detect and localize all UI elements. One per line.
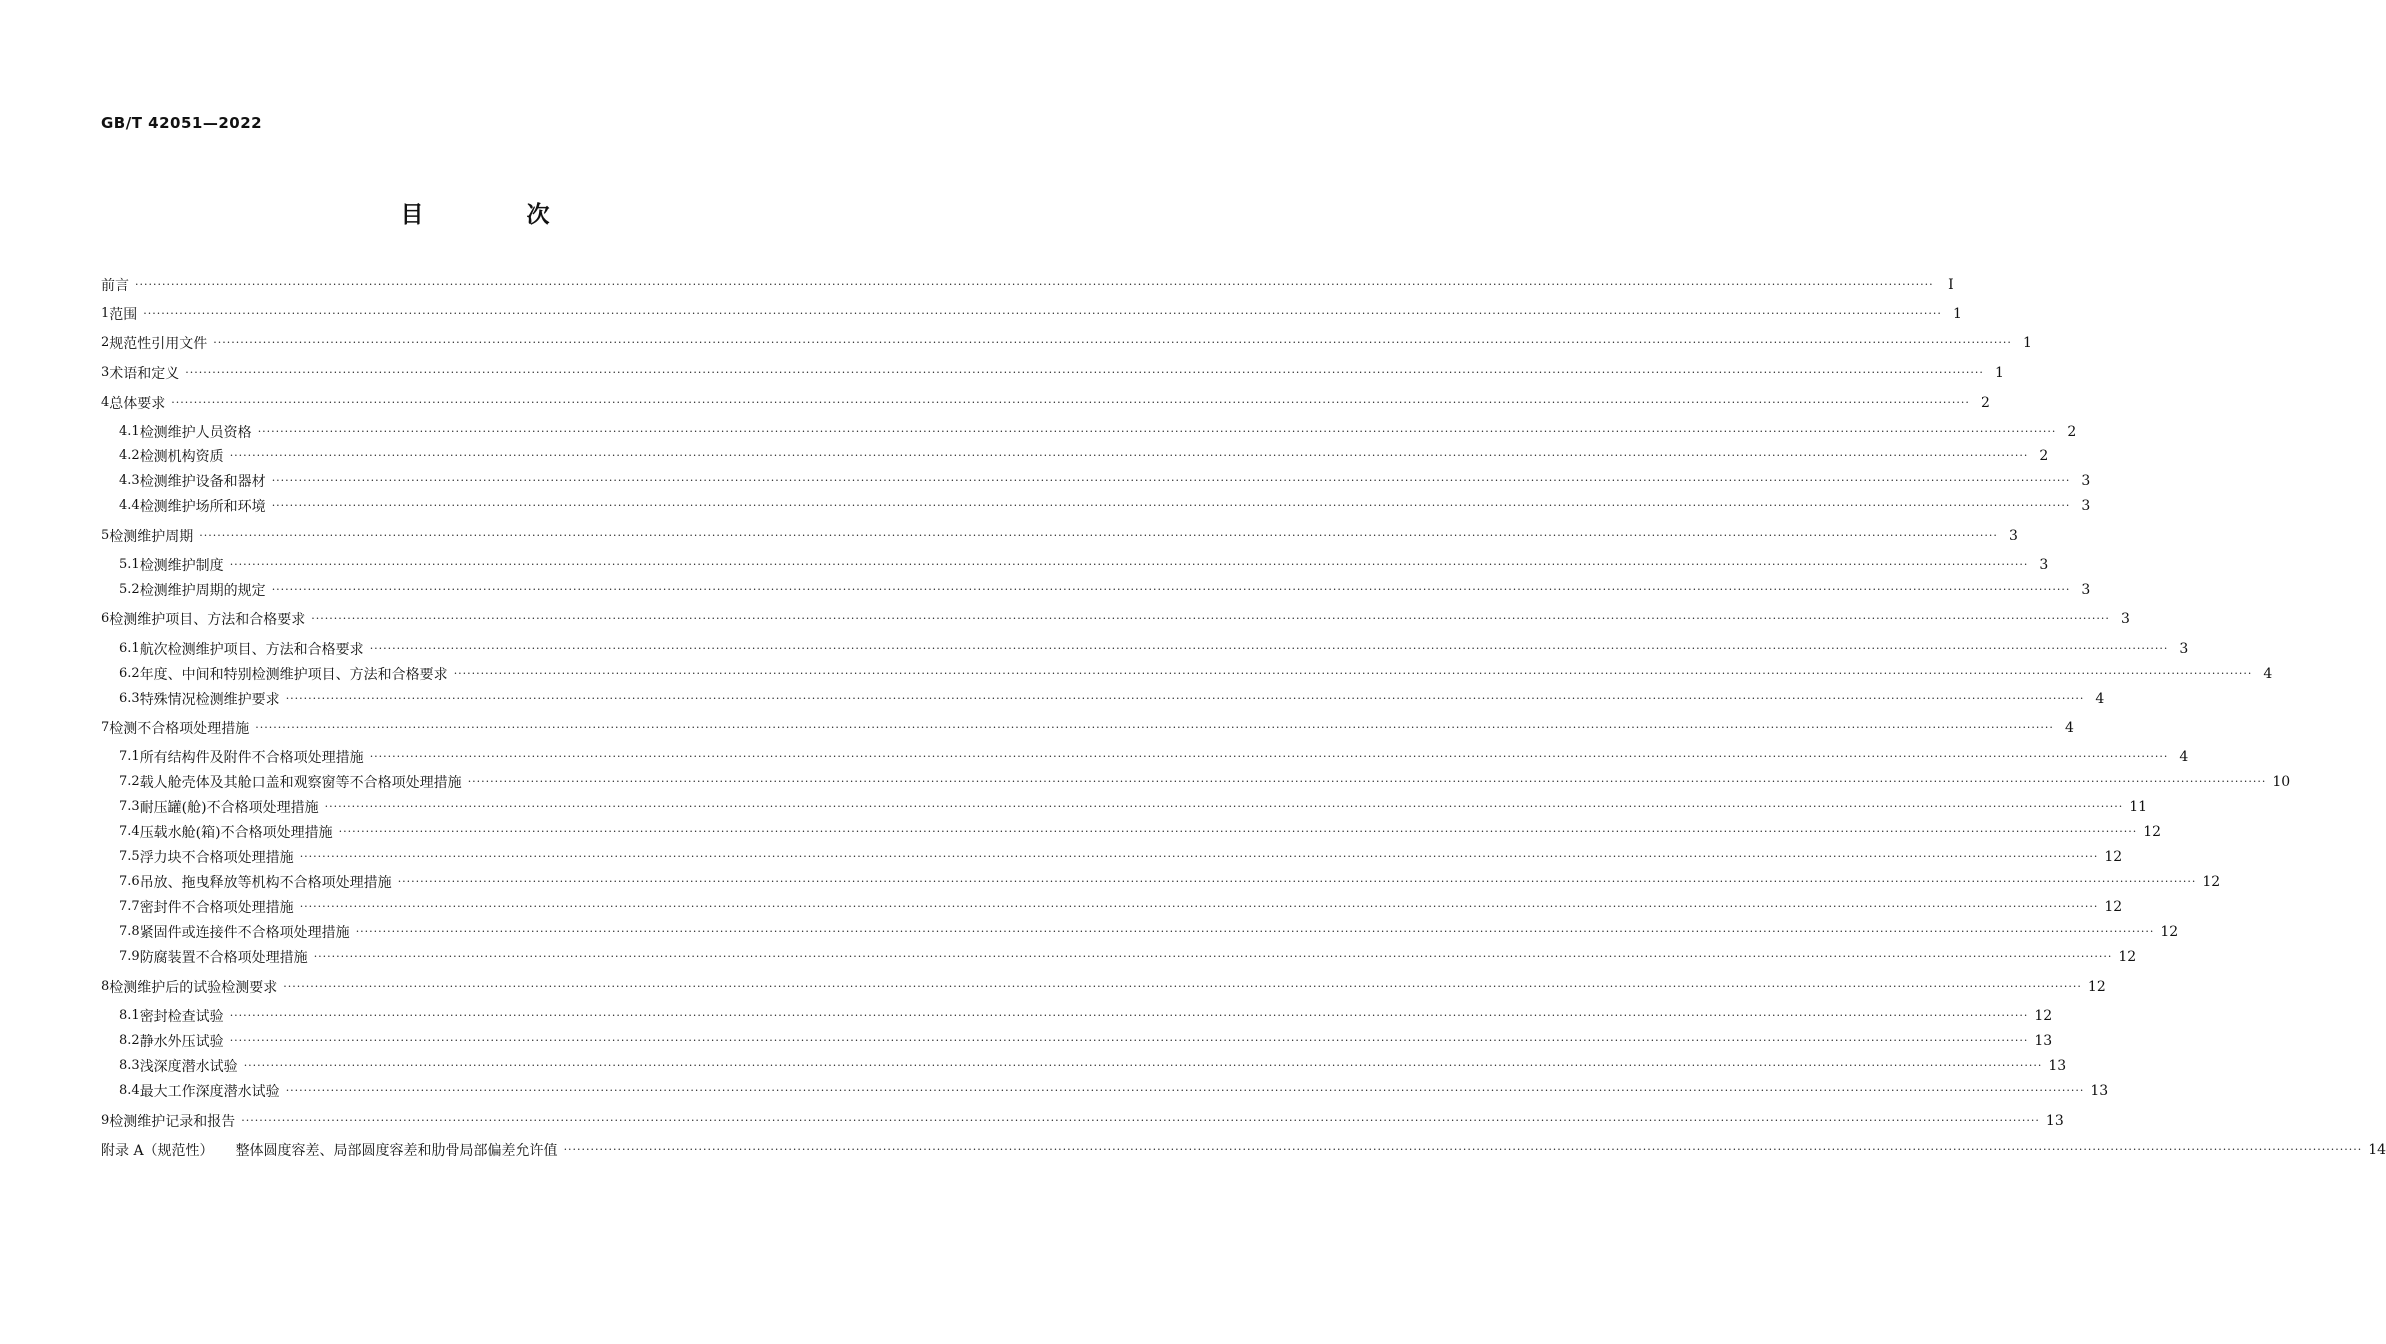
toc-entry-number: 5.1 <box>119 557 140 572</box>
toc-entry[interactable] <box>101 1053 2067 1078</box>
toc-entry-label: 整体圆度容差、局部圆度容差和肋骨局部偏差允许值 <box>235 1142 558 1159</box>
toc-leader-dots: ················································································································································································································································································································································································································ <box>143 307 1942 320</box>
toc-entry-page: 2 <box>2067 423 2077 440</box>
toc-entry-number: 6.1 <box>119 641 140 656</box>
toc-entry-page: 2 <box>1981 394 1990 411</box>
toc-leader-dots: ················································································································································································································································································································································································································ <box>229 558 2029 571</box>
toc-entry[interactable] <box>101 636 2189 661</box>
toc-leader-dots: ················································································································································································································································································································································································································ <box>271 499 2071 512</box>
toc-entry-page: 1 <box>1995 364 2004 381</box>
toc-entry-page: 12 <box>2143 823 2162 840</box>
toc-leader-dots: ················································································································································································································································································································································································································ <box>285 692 2085 705</box>
toc-leader-dots: ················································································································································································································································································································································································································ <box>257 425 2057 438</box>
toc-entry-label: 检测机构资质 <box>139 448 224 465</box>
toc-entry-number: 1 <box>101 306 110 321</box>
toc-entry-page: 2 <box>2039 447 2049 464</box>
toc-leader-dots: ················································································································································································································································································································································································································ <box>271 583 2071 596</box>
toc-entry-label: 术语和定义 <box>109 365 180 382</box>
toc-entry-page: 1 <box>2023 334 2032 351</box>
toc-leader-dots: ················································································································································································································································································································································································································ <box>135 278 1934 291</box>
toc-entry-page: 13 <box>2034 1032 2053 1049</box>
toc-leader-dots: ················································································································································································································································································································································································································ <box>255 721 2054 734</box>
toc-entry[interactable] <box>101 360 2004 385</box>
toc-entry-page: 10 <box>2272 773 2291 790</box>
toc-leader-dots: ················································································································································································································································································································································································································ <box>185 366 1984 379</box>
toc-leader-dots: ················································································································································································································································································································································································································ <box>243 1059 2043 1072</box>
toc-leader-dots: ················································································································································································································································································································································································································ <box>467 775 2267 788</box>
toc-entry-label: 压载水舱(箱)不合格项处理措施 <box>139 824 333 841</box>
toc-entry[interactable] <box>101 330 2032 355</box>
toc-entry-label: 检测不合格项处理措施 <box>109 720 250 737</box>
toc-entry-label: 载人舱壳体及其舱口盖和观察窗等不合格项处理措施 <box>139 774 462 791</box>
toc-entry-number: 4.4 <box>119 498 140 513</box>
toc-entry-label: 检测维护后的试验检测要求 <box>109 979 278 996</box>
toc-leader-dots: ················································································································································································································································································································································································································ <box>171 396 1970 409</box>
toc-entry[interactable] <box>101 301 1962 326</box>
toc-entry-label: 紧固件或连接件不合格项处理措施 <box>139 924 350 941</box>
toc-entry[interactable] <box>101 744 2189 769</box>
toc-entry[interactable] <box>101 552 2049 577</box>
toc-entry-number: 7.7 <box>119 899 140 914</box>
toc-entry[interactable] <box>101 769 2291 794</box>
toc-leader-dots: ················································································································································································································································································································································································································ <box>229 449 2029 462</box>
toc-leader-dots: ················································································································································································································································································································································································································ <box>311 612 2110 625</box>
toc-entry[interactable] <box>101 869 2221 894</box>
toc-entry-page: 12 <box>2118 948 2137 965</box>
toc-entry-page: 3 <box>2179 640 2189 657</box>
toc-entry-label: 范围 <box>109 306 138 323</box>
toc-entry-page: 1 <box>1953 305 1962 322</box>
toc-leader-dots: ················································································································································································································································································································································································································ <box>229 1034 2029 1047</box>
toc-entry-page: 3 <box>2039 556 2049 573</box>
toc-entry-number: 2 <box>101 335 110 350</box>
toc-entry-label: 年度、中间和特别检测维护项目、方法和合格要求 <box>139 666 448 683</box>
toc-leader-dots: ················································································································································································································································································································································································································ <box>285 1084 2085 1097</box>
toc-entry-number: 4.2 <box>119 448 140 463</box>
toc-entry-page: 11 <box>2129 798 2148 815</box>
toc-entry-page: 14 <box>2368 1141 2386 1158</box>
toc-entry[interactable] <box>101 794 2148 819</box>
toc-entry-page: 3 <box>2081 472 2091 489</box>
toc-entry-number: 7.2 <box>119 774 140 789</box>
toc-entry-label: 密封检查试验 <box>139 1008 224 1025</box>
toc-entry[interactable] <box>101 974 2106 999</box>
toc-entry-label: 最大工作深度潜水试验 <box>139 1083 280 1100</box>
toc-entry-number: 6 <box>101 611 110 626</box>
toc-entry[interactable] <box>101 606 2130 631</box>
toc-leader-dots: ················································································································································································································································································································································································································ <box>338 825 2138 838</box>
toc-entry-page: 4 <box>2095 690 2105 707</box>
toc-entry[interactable] <box>101 819 2162 844</box>
toc-entry[interactable] <box>101 661 2273 686</box>
toc-entry-number: 6.3 <box>119 691 140 706</box>
toc-entry[interactable] <box>101 493 2091 518</box>
toc-entry-page: 12 <box>2087 978 2106 995</box>
toc-entry-page: 3 <box>2081 497 2091 514</box>
toc-entry[interactable] <box>101 894 2123 919</box>
standard-code: GB/T 42051—2022 <box>101 114 263 132</box>
toc-entry-page: Ⅰ <box>1948 276 1954 293</box>
toc-entry-label: 前言 <box>101 277 129 294</box>
toc-entry-page: 13 <box>2090 1082 2109 1099</box>
toc-entry-page: 13 <box>2048 1057 2067 1074</box>
toc-entry-number: 5.2 <box>119 582 140 597</box>
toc-leader-dots: ················································································································································································································································································································································································································ <box>324 800 2124 813</box>
toc-leader-dots: ················································································································································································································································································································································································································ <box>283 980 2082 993</box>
toc-entry-number: 4.1 <box>119 424 140 439</box>
toc-leader-dots: ················································································································································································································································································································································································································ <box>369 642 2169 655</box>
toc-entry-page: 3 <box>2121 610 2130 627</box>
toc-entry-number: 6.2 <box>119 666 140 681</box>
toc-entry-label: 静水外压试验 <box>139 1033 224 1050</box>
toc-entry-label: 检测维护制度 <box>139 557 224 574</box>
toc-entry[interactable] <box>101 1003 2053 1028</box>
toc-entry[interactable] <box>101 468 2091 493</box>
toc-leader-dots: ················································································································································································································································································································································································································ <box>397 875 2197 888</box>
toc-entry-number: 8.2 <box>119 1033 140 1048</box>
toc-entry-label: 所有结构件及附件不合格项处理措施 <box>139 749 364 766</box>
toc-entry-page: 4 <box>2179 748 2189 765</box>
toc-entry-page: 13 <box>2045 1112 2064 1129</box>
toc-entry-number: 7.1 <box>119 749 140 764</box>
page-title: 目 次 <box>400 202 590 228</box>
toc-entry-label: 总体要求 <box>109 395 166 412</box>
toc-leader-dots: ················································································································································································································································································································································································································ <box>453 667 2253 680</box>
toc-entry-label: 检测维护项目、方法和合格要求 <box>109 611 306 628</box>
toc-entry-number: 5 <box>101 528 110 543</box>
toc-entry-label: 吊放、拖曳释放等机构不合格项处理措施 <box>139 874 392 891</box>
toc-entry-label: 检测维护周期的规定 <box>139 582 266 599</box>
toc-entry[interactable] <box>101 944 2137 969</box>
toc-entry[interactable] <box>101 390 1990 415</box>
toc-entry-label: 检测维护设备和器材 <box>139 473 266 490</box>
toc-entry-page: 12 <box>2104 898 2123 915</box>
toc-leader-dots: ················································································································································································································································································································································································································ <box>241 1114 2040 1127</box>
toc-entry-page: 4 <box>2263 665 2273 682</box>
toc-entry-number: 7.4 <box>119 824 140 839</box>
toc-entry[interactable] <box>101 419 2077 444</box>
toc-entry-label: 耐压罐(舱)不合格项处理措施 <box>139 799 319 816</box>
toc-entry-label: 防腐装置不合格项处理措施 <box>139 949 308 966</box>
toc-entry-page: 3 <box>2081 581 2091 598</box>
toc-entry-number: 9 <box>101 1113 110 1128</box>
toc-entry-number: 附录 A（规范性） <box>101 1142 214 1159</box>
toc-entry-number: 8.1 <box>119 1008 140 1023</box>
toc-entry[interactable] <box>101 577 2091 602</box>
toc-entry-page: 4 <box>2065 719 2074 736</box>
toc-entry[interactable] <box>101 919 2179 944</box>
toc-entry[interactable] <box>101 844 2123 869</box>
toc-entry-number: 8.3 <box>119 1058 140 1073</box>
toc-entry[interactable] <box>101 1078 2109 1103</box>
toc-entry-number: 8.4 <box>119 1083 140 1098</box>
toc-entry-label: 检测维护周期 <box>109 528 194 545</box>
toc-entry-number: 7.3 <box>119 799 140 814</box>
toc-entry-label: 检测维护记录和报告 <box>109 1113 236 1130</box>
toc-leader-dots: ················································································································································································································································································································································································································ <box>299 850 2099 863</box>
toc-entry-label: 浅深度潜水试验 <box>139 1058 238 1075</box>
toc-entry-label: 检测维护场所和环境 <box>139 498 266 515</box>
toc-entry-number: 7.9 <box>119 949 140 964</box>
toc-entry-label: 特殊情况检测维护要求 <box>139 691 280 708</box>
toc-leader-dots: ················································································································································································································································································································································································································ <box>369 750 2169 763</box>
toc-leader-dots: ················································································································································································································································································································································································································ <box>299 900 2099 913</box>
toc-entry-number: 7 <box>101 720 110 735</box>
toc-entry[interactable] <box>101 272 1954 297</box>
toc-entry-page: 12 <box>2104 848 2123 865</box>
toc-entry[interactable] <box>101 715 2074 740</box>
toc-leader-dots: ················································································································································································································································································································································································································ <box>563 1143 2363 1156</box>
toc-leader-dots: ················································································································································································································································································································································································································ <box>213 336 2012 349</box>
toc-entry-label: 密封件不合格项处理措施 <box>139 899 294 916</box>
toc-entry[interactable] <box>101 1028 2053 1053</box>
toc-entry-page: 12 <box>2034 1007 2053 1024</box>
toc-entry-number: 7.5 <box>119 849 140 864</box>
toc-entry[interactable] <box>101 443 2049 468</box>
toc-entry-page: 12 <box>2160 923 2179 940</box>
toc-entry-label: 浮力块不合格项处理措施 <box>139 849 294 866</box>
toc-leader-dots: ················································································································································································································································································································································································································ <box>229 1009 2029 1022</box>
toc-entry-number: 8 <box>101 979 110 994</box>
toc-leader-dots: ················································································································································································································································································································································································································ <box>355 925 2155 938</box>
toc-entry[interactable] <box>101 686 2105 711</box>
toc-entry-number: 7.8 <box>119 924 140 939</box>
toc-entry-page: 3 <box>2009 527 2018 544</box>
toc-leader-dots: ················································································································································································································································································································································································································ <box>271 474 2071 487</box>
toc-leader-dots: ················································································································································································································································································································································································································ <box>199 529 1998 542</box>
toc-leader-dots: ················································································································································································································································································································································································································ <box>313 950 2113 963</box>
toc-entry[interactable] <box>101 523 2018 548</box>
toc-entry[interactable] <box>101 1108 2064 1133</box>
toc-entry-number: 4.3 <box>119 473 140 488</box>
toc-entry-number: 4 <box>101 395 110 410</box>
toc-entry-label: 规范性引用文件 <box>109 335 208 352</box>
toc-entry-label: 检测维护人员资格 <box>139 424 252 441</box>
toc-entry-label: 航次检测维护项目、方法和合格要求 <box>139 641 364 658</box>
toc-entry-number: 7.6 <box>119 874 140 889</box>
toc-entry[interactable] <box>101 1137 2386 1162</box>
toc-entry-page: 12 <box>2202 873 2221 890</box>
toc-entry-number: 3 <box>101 365 110 380</box>
